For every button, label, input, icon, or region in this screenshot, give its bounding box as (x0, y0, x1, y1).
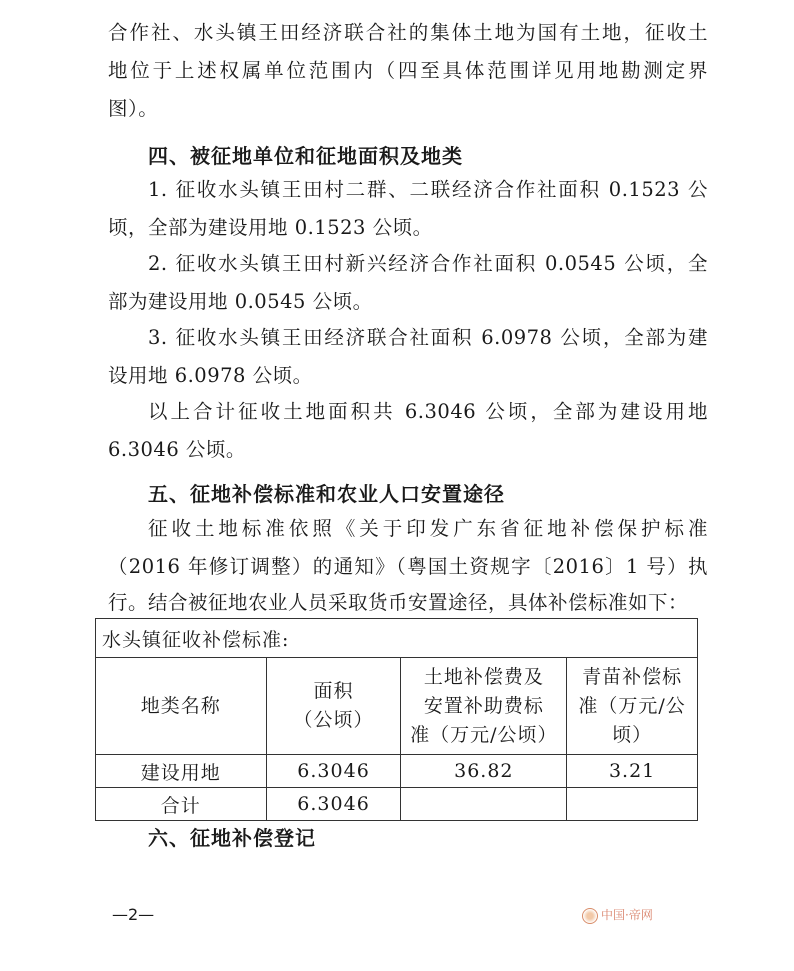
section-5-heading: 五、征地补偿标准和农业人口安置途径 (148, 482, 505, 506)
header-crop-comp-line-3: 顷） (612, 723, 653, 746)
header-land-comp-line-3: 准（万元/公顷） (410, 723, 558, 746)
s5-line-1: 征收土地标准依照《关于印发广东省征地补偿保护标准 (148, 517, 708, 540)
table-cell: 建设用地 (96, 755, 267, 788)
table-cell: 6.3046 (266, 788, 401, 821)
s5-line-2: （2016 年修订调整）的通知》（粤国土资规字〔2016〕1 号）执 (108, 555, 708, 578)
header-area (266, 658, 401, 755)
intro-line-2: 地位于上述权属单位范围内（四至具体范围详见用地勘测定界 (108, 59, 708, 82)
section-4-heading: 四、被征地单位和征地面积及地类 (148, 144, 463, 168)
section-6-heading: 六、征地补偿登记 (148, 826, 316, 850)
watermark-text: 中国·帝网 (601, 908, 653, 922)
table-cell: 36.82 (401, 755, 567, 788)
watermark (582, 906, 653, 924)
header-land-type (96, 658, 267, 755)
s4-item-1-line-2: 顷，全部为建设用地 0.1523 公顷。 (108, 216, 433, 239)
s4-total-line-1: 以上合计征收土地面积共 6.3046 公顷，全部为建设用地 (148, 400, 708, 423)
table-caption: 水头镇征收补偿标准: (96, 619, 698, 658)
page-number: —2— (112, 905, 155, 924)
header-crop-comp-line-2: 准（万元/公 (578, 694, 686, 717)
header-land-type-text: 地类名称 (140, 694, 221, 717)
table-cell: 6.3046 (266, 755, 401, 788)
s4-item-3-line-1: 3. 征收水头镇王田经济联合社面积 6.0978 公顷，全部为建 (148, 326, 708, 349)
intro-line-1: 合作社、水头镇王田经济联合社的集体土地为国有土地，征收土 (108, 21, 708, 44)
s4-item-2-line-1: 2. 征收水头镇王田村新兴经济合作社面积 0.0545 公顷，全 (148, 252, 708, 275)
header-area-line-1: 面积 (313, 680, 354, 702)
header-land-comp-line-1: 土地补偿费及 (423, 665, 544, 688)
table-cell (567, 788, 698, 821)
s4-item-1-line-1: 1. 征收水头镇王田村二群、二联经济合作社面积 0.1523 公 (148, 178, 708, 201)
s4-total-line-2: 6.3046 公顷。 (108, 438, 246, 461)
intro-line-3: 图）。 (108, 97, 159, 120)
header-crop-compensation (567, 658, 698, 755)
table-row (96, 788, 698, 821)
header-land-comp-line-2: 安置补助费标 (423, 694, 544, 717)
header-area-line-2: （公顷） (293, 709, 374, 731)
s4-item-3-line-2: 设用地 6.0978 公顷。 (108, 364, 313, 387)
table-cell (401, 788, 567, 821)
compensation-table (95, 618, 698, 821)
table-header-row (96, 658, 698, 755)
header-crop-comp-line-1: 青苗补偿标 (582, 665, 683, 688)
table-row (96, 755, 698, 788)
s4-item-2-line-2: 部为建设用地 0.0545 公顷。 (108, 290, 373, 313)
header-land-compensation (401, 658, 567, 755)
emblem-icon (582, 908, 598, 924)
s5-line-3: 行。结合被征地农业人员采取货币安置途径，具体补偿标准如下： (108, 591, 689, 614)
table-cell: 合计 (96, 788, 267, 821)
table-cell: 3.21 (567, 755, 698, 788)
